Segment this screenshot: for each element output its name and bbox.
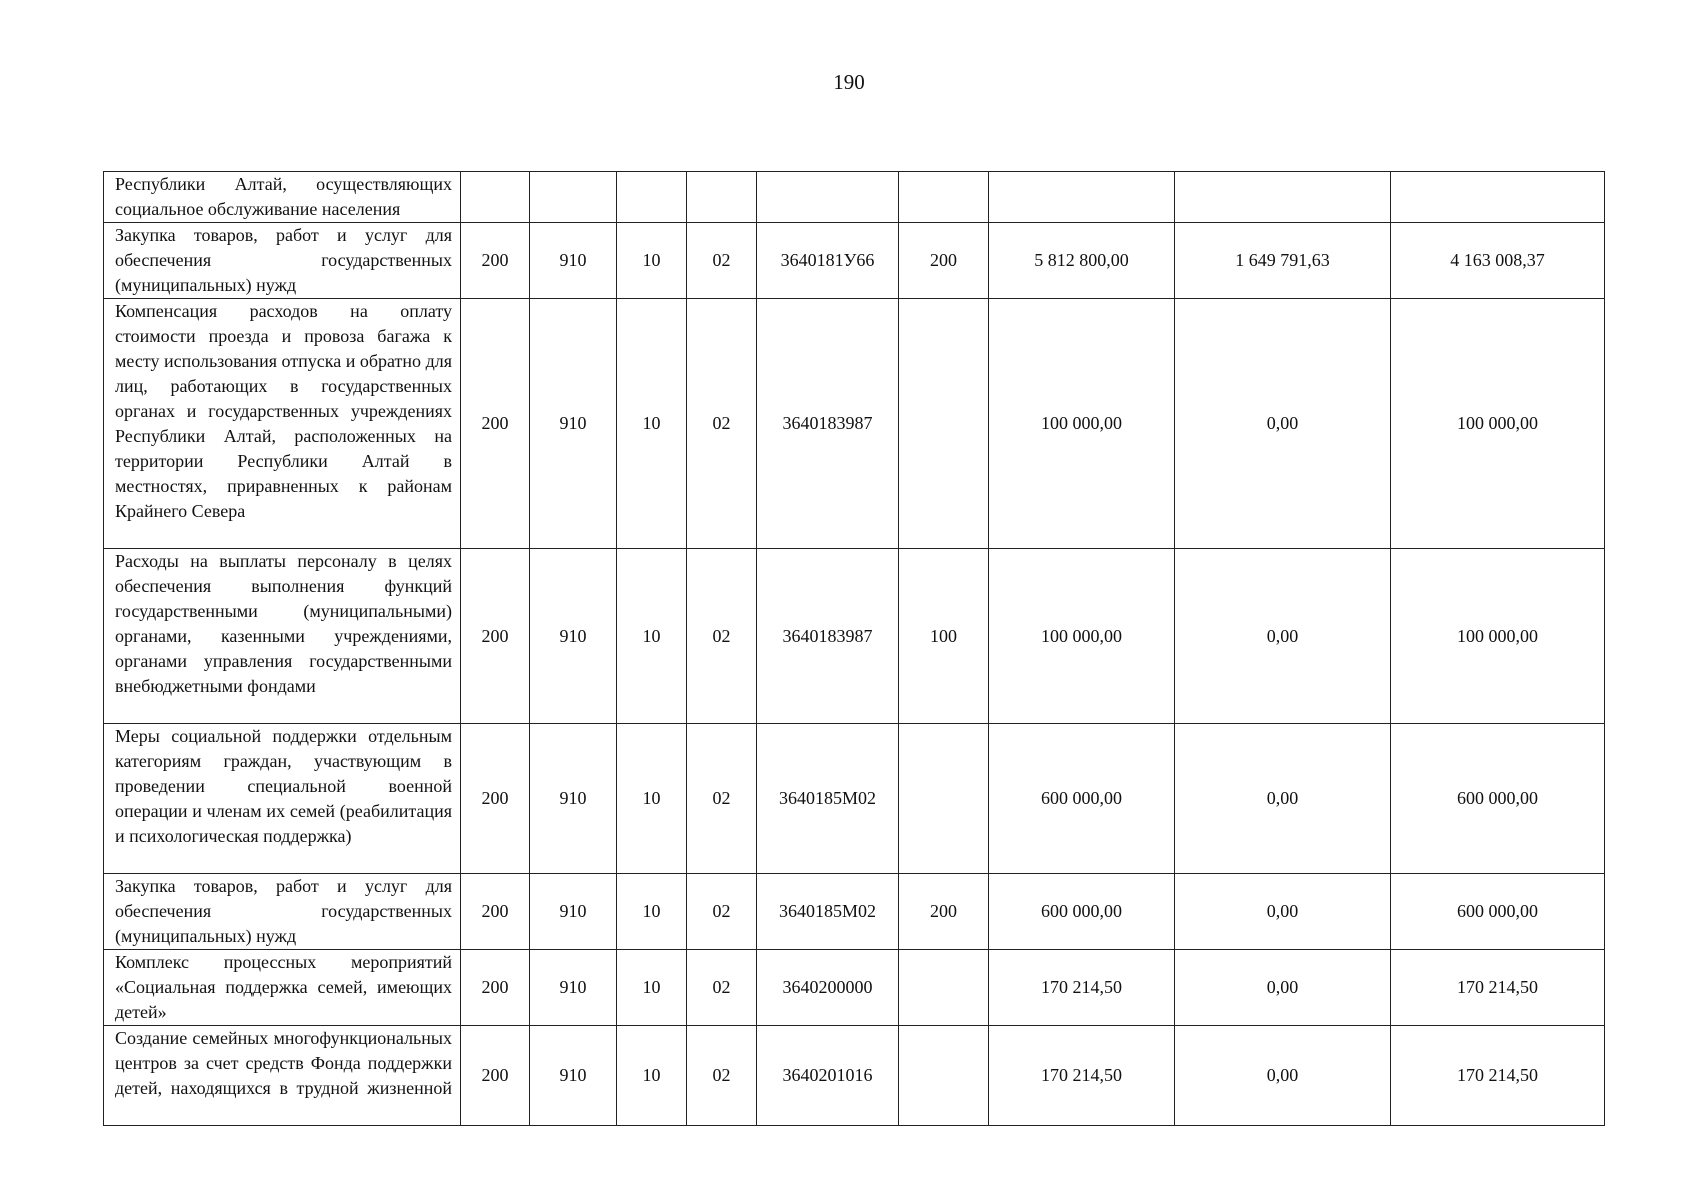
cell-target-article: 3640185М02: [757, 874, 899, 950]
cell-amount-3: 100 000,00: [1391, 549, 1605, 724]
cell-section: 10: [617, 950, 687, 1026]
cell-amount-1: 170 214,50: [989, 950, 1175, 1026]
budget-table: [103, 171, 1605, 1126]
cell-code: 200: [461, 223, 530, 299]
cell-ministry: 910: [530, 950, 617, 1026]
cell-amount-1: 100 000,00: [989, 549, 1175, 724]
row-name-cell: Закупка товаров, работ и услуг для обеспечения государственных (муниципальных) нужд: [104, 223, 461, 299]
cell-subsection: 02: [687, 950, 757, 1026]
table-row: [104, 223, 1605, 299]
cell-amount-2: 0,00: [1175, 299, 1391, 549]
cell-section: 10: [617, 1026, 687, 1126]
cell-expense-type: 100: [899, 549, 989, 724]
cell-subsection: 02: [687, 549, 757, 724]
cell-section: 10: [617, 223, 687, 299]
cell-code: 200: [461, 874, 530, 950]
table-row: [104, 1026, 1605, 1126]
cell-expense-type: [899, 299, 989, 549]
cell-section: 10: [617, 874, 687, 950]
row-name-cell: Создание семейных многофункциональных центров за счет средств Фонда поддержки детей, находящихся в трудной жизненной: [104, 1026, 461, 1126]
cell-amount-2: 0,00: [1175, 874, 1391, 950]
cell-amount-2: 0,00: [1175, 549, 1391, 724]
cell-target-article: 3640181У66: [757, 223, 899, 299]
cell-code: 200: [461, 549, 530, 724]
cell-amount-1: 5 812 800,00: [989, 223, 1175, 299]
row-name-cell: Комплекс процессных мероприятий «Социальная поддержка семей, имеющих детей»: [104, 950, 461, 1026]
cell-amount-2: 0,00: [1175, 724, 1391, 874]
cell-amount-3: 600 000,00: [1391, 874, 1605, 950]
cell-target-article: [757, 172, 899, 223]
cell-expense-type: [899, 950, 989, 1026]
cell-amount-3: 100 000,00: [1391, 299, 1605, 549]
table-row: [104, 950, 1605, 1026]
cell-ministry: 910: [530, 874, 617, 950]
cell-code: [461, 172, 530, 223]
table-row: [104, 874, 1605, 950]
cell-subsection: 02: [687, 1026, 757, 1126]
cell-expense-type: [899, 172, 989, 223]
cell-amount-1: [989, 172, 1175, 223]
table-row: [104, 724, 1605, 874]
cell-ministry: [530, 172, 617, 223]
cell-amount-3: 4 163 008,37: [1391, 223, 1605, 299]
table-row: [104, 299, 1605, 549]
cell-subsection: 02: [687, 724, 757, 874]
cell-target-article: 3640201016: [757, 1026, 899, 1126]
cell-code: 200: [461, 299, 530, 549]
cell-amount-1: 170 214,50: [989, 1026, 1175, 1126]
cell-subsection: [687, 172, 757, 223]
cell-target-article: 3640200000: [757, 950, 899, 1026]
row-name-cell: Закупка товаров, работ и услуг для обеспечения государственных (муниципальных) нужд: [104, 874, 461, 950]
cell-ministry: 910: [530, 1026, 617, 1126]
cell-section: [617, 172, 687, 223]
cell-section: 10: [617, 299, 687, 549]
cell-subsection: 02: [687, 299, 757, 549]
cell-subsection: 02: [687, 223, 757, 299]
cell-amount-2: [1175, 172, 1391, 223]
cell-amount-1: 100 000,00: [989, 299, 1175, 549]
cell-amount-2: 1 649 791,63: [1175, 223, 1391, 299]
cell-target-article: 3640183987: [757, 299, 899, 549]
cell-amount-2: 0,00: [1175, 1026, 1391, 1126]
table-row: [104, 172, 1605, 223]
cell-amount-3: [1391, 172, 1605, 223]
cell-subsection: 02: [687, 874, 757, 950]
page-number: 190: [833, 70, 865, 94]
cell-amount-3: 170 214,50: [1391, 950, 1605, 1026]
cell-amount-3: 170 214,50: [1391, 1026, 1605, 1126]
cell-expense-type: [899, 1026, 989, 1126]
cell-ministry: 910: [530, 549, 617, 724]
cell-expense-type: 200: [899, 874, 989, 950]
row-name-cell: Компенсация расходов на оплату стоимости проезда и провоза багажа к месту использования отпуска и обратно для лиц, работающих в государственных органах и государственных учреждениях Республики Алтай, расположенных на территории Республики Алтай в местностях, приравненных к районам Крайнего Севера: [104, 299, 461, 549]
table-row: [104, 549, 1605, 724]
cell-amount-3: 600 000,00: [1391, 724, 1605, 874]
cell-code: 200: [461, 950, 530, 1026]
cell-section: 10: [617, 549, 687, 724]
cell-code: 200: [461, 1026, 530, 1126]
cell-expense-type: [899, 724, 989, 874]
row-name-cell: Расходы на выплаты персоналу в целях обеспечения выполнения функций государственными (муниципальными) органами, казенными учреждениями, органами управления государственными внебюджетными фондами: [104, 549, 461, 724]
row-name-cell: Республики Алтай, осуществляющих социальное обслуживание населения: [104, 172, 461, 223]
cell-target-article: 3640185М02: [757, 724, 899, 874]
cell-amount-1: 600 000,00: [989, 874, 1175, 950]
cell-code: 200: [461, 724, 530, 874]
row-name-cell: Меры социальной поддержки отдельным категориям граждан, участвующим в проведении специальной военной операции и членам их семей (реабилитация и психологическая поддержка): [104, 724, 461, 874]
cell-ministry: 910: [530, 223, 617, 299]
cell-ministry: 910: [530, 299, 617, 549]
cell-target-article: 3640183987: [757, 549, 899, 724]
cell-section: 10: [617, 724, 687, 874]
cell-amount-2: 0,00: [1175, 950, 1391, 1026]
cell-ministry: 910: [530, 724, 617, 874]
cell-amount-1: 600 000,00: [989, 724, 1175, 874]
cell-expense-type: 200: [899, 223, 989, 299]
